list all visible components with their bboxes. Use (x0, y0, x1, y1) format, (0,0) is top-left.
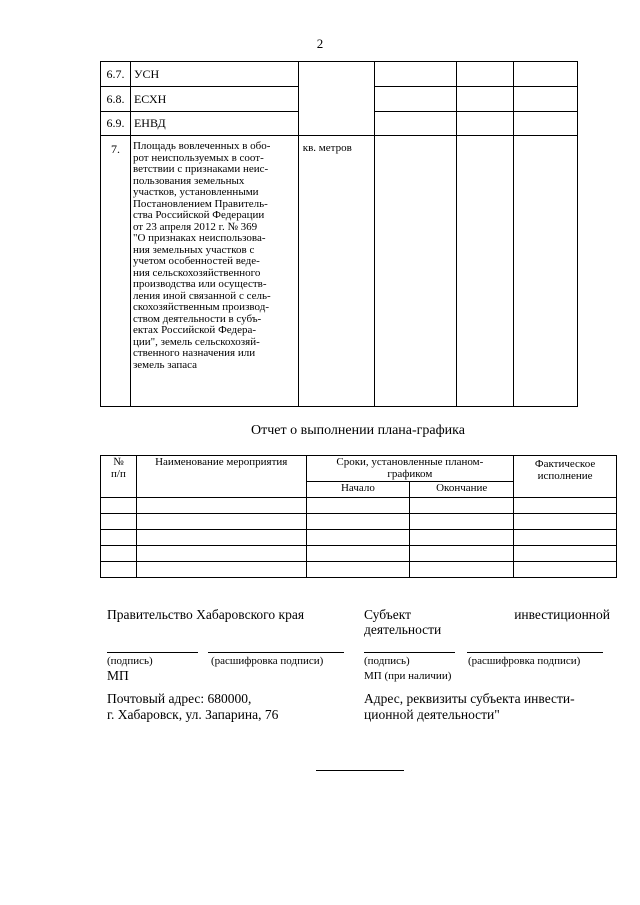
col-terms-header: Сроки, установленные планом- графиком (306, 456, 514, 482)
table-row (101, 530, 617, 546)
table-row (101, 62, 578, 87)
table-row (101, 498, 617, 514)
row-name: ЕНВД (130, 112, 298, 136)
end-divider (316, 770, 404, 771)
col-fact-header: Фактическое исполнение (514, 456, 617, 498)
report-title: Отчет о выполнении плана-графика (251, 423, 465, 438)
col-start-header: Начало (306, 482, 410, 498)
unit-cell (298, 62, 374, 136)
right-mp: МП (при наличии) (364, 670, 452, 682)
row-number: 7. (101, 136, 131, 407)
col-num-header: № п/п (101, 456, 137, 498)
row-unit: кв. метров (298, 136, 374, 407)
right-sign-label: (подпись) (364, 655, 410, 667)
row-name: УСН (130, 62, 298, 87)
row-number: 6.9. (101, 112, 131, 136)
right-party-title-w2: инвестиционной (514, 607, 610, 622)
right-party-title-w1: Субъект (364, 607, 412, 622)
right-address-line1: Адрес, реквизиты субъекта инвести- (364, 691, 575, 706)
left-party-title: Правительство Хабаровского края (107, 607, 305, 622)
right-address-line2: ционной деятельности" (364, 707, 500, 722)
indicators-table (100, 61, 578, 407)
table-row (101, 136, 578, 407)
signature-line (107, 652, 198, 653)
decode-line (208, 652, 344, 653)
table-row (101, 546, 617, 562)
left-sign-label: (подпись) (107, 655, 153, 667)
table-row (101, 514, 617, 530)
left-address-line2: г. Хабаровск, ул. Запарина, 76 (107, 707, 279, 722)
table-row (101, 562, 617, 578)
decode-line (467, 652, 603, 653)
right-decode-label: (расшифровка подписи) (468, 655, 581, 667)
left-mp: МП (107, 668, 129, 683)
right-party-title-line2: деятельности (364, 622, 442, 637)
left-address-line1: Почтовый адрес: 680000, (107, 691, 252, 706)
row-number: 6.8. (101, 87, 131, 112)
row-number: 6.7. (101, 62, 131, 87)
left-decode-label: (расшифровка подписи) (211, 655, 324, 667)
row-name: ЕСХН (130, 87, 298, 112)
signature-line (364, 652, 455, 653)
row-name-long: Площадь вовлеченных в обо- рот неиспользуемых в соот- ветствии с признаками неис- пользования земельных участков, установленными Постановлением Правитель- ства Российской Федерации от 23 апреля 2012 г. № 369 "О признаках неиспользова- ния земельных участков с учетом особенностей веде- ния сельскохозяйственного производства или осуществ- ления иной связанной с сель- скохозяйственным производ- ством деятельности в субъ- ектах Российской Федера- ции", земель сельскохозяй- ственного назначения или земель запаса (130, 136, 298, 407)
col-end-header: Окончание (410, 482, 514, 498)
col-name-header: Наименование мероприятия (136, 456, 306, 498)
report-table (100, 455, 617, 578)
page-number: 2 (316, 36, 324, 51)
